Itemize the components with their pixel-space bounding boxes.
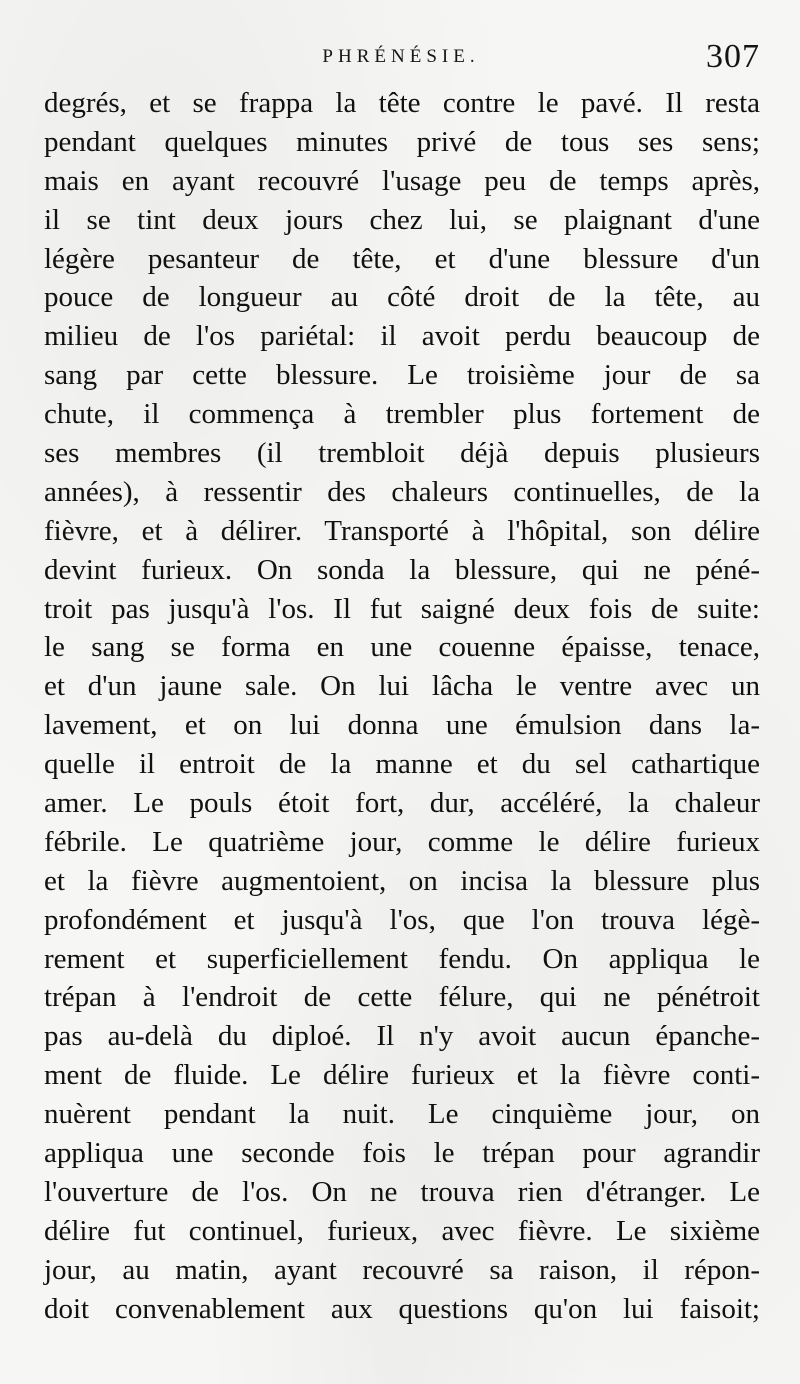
text-line: amer. Le pouls étoit fort, dur, accéléré, la chaleur — [44, 787, 760, 820]
text-line: trépan à l'endroit de cette félure, qui ne pénétroit — [44, 981, 760, 1014]
text-line: fièvre, et à délirer. Transporté à l'hôpital, son délire — [44, 514, 760, 547]
text-line: degrés, et se frappa la tête contre le pavé. Il resta — [44, 87, 760, 119]
text-line: nuèrent pendant la nuit. Le cinquième jour, on — [44, 1098, 760, 1131]
text-line: jour, au matin, ayant recouvré sa raison, il répon- — [44, 1253, 760, 1286]
text-line: ment de fluide. Le délire furieux et la fièvre conti- — [44, 1059, 760, 1092]
text-line: années), à ressentir des chaleurs continuelles, de la — [44, 475, 760, 508]
text-line: profondément et jusqu'à l'os, que l'on trouva légè- — [44, 903, 760, 936]
text-line: doit convenablement aux questions qu'on lui faisoit; — [44, 1292, 760, 1325]
body-text — [44, 84, 760, 1329]
text-line: mais en ayant recouvré l'usage peu de temps après, — [44, 164, 760, 197]
text-line: chute, il commença à trembler plus fortement de — [44, 398, 760, 431]
text-line: l'ouverture de l'os. On ne trouva rien d'étranger. Le — [44, 1175, 760, 1208]
page-number: 307 — [706, 38, 760, 75]
text-line: fébrile. Le quatrième jour, comme le délire furieux — [44, 825, 760, 858]
text-line: le sang se forma en une couenne épaisse, tenace, — [44, 631, 760, 664]
text-line: quelle il entroit de la manne et du sel cathartique — [44, 748, 760, 781]
text-line: et la fièvre augmentoient, on incisa la blessure plus — [44, 864, 760, 897]
text-line: il se tint deux jours chez lui, se plaignant d'une — [44, 203, 760, 236]
text-line: pendant quelques minutes privé de tous ses sens; — [44, 125, 760, 158]
running-head — [42, 38, 760, 84]
text-line: milieu de l'os pariétal: il avoit perdu beaucoup de — [44, 320, 760, 353]
text-line: légère pesanteur de tête, et d'une blessure d'un — [44, 242, 760, 275]
text-line: et d'un jaune sale. On lui lâcha le ventre avec un — [44, 670, 760, 703]
text-line: délire fut continuel, furieux, avec fièvre. Le sixième — [44, 1214, 760, 1247]
text-line: sang par cette blessure. Le troisième jour de sa — [44, 359, 760, 392]
text-line: rement et superficiellement fendu. On appliqua le — [44, 942, 760, 975]
text-line: troit pas jusqu'à l'os. Il fut saigné deux fois de suite: — [44, 592, 760, 625]
text-line: pas au-delà du diploé. Il n'y avoit aucun épanche- — [44, 1020, 760, 1053]
text-line: lavement, et on lui donna une émulsion dans la- — [44, 709, 760, 742]
text-line: pouce de longueur au côté droit de la tête, au — [44, 281, 760, 314]
text-line: appliqua une seconde fois le trépan pour agrandir — [44, 1137, 760, 1170]
text-line: ses membres (il trembloit déjà depuis plusieurs — [44, 437, 760, 470]
running-title: PHRÉNÉSIE. — [322, 46, 480, 67]
text-line: devint furieux. On sonda la blessure, qui ne péné- — [44, 553, 760, 586]
